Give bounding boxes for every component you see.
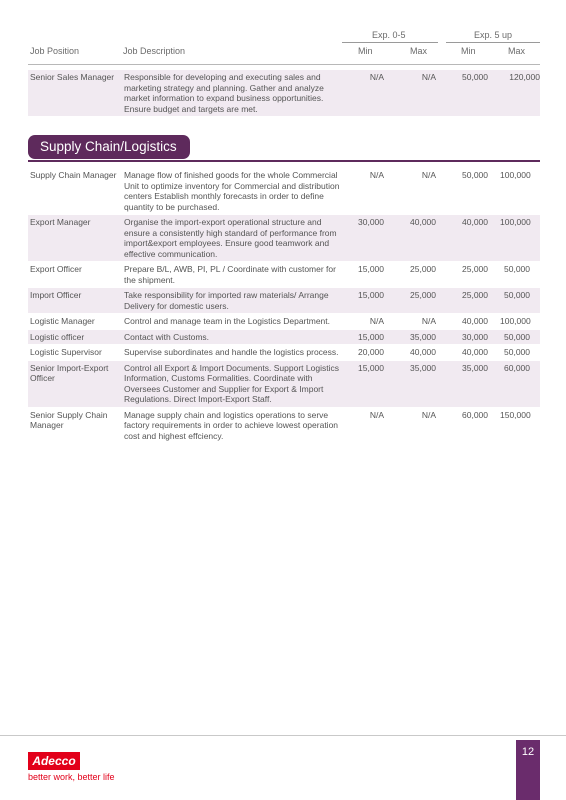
exp2-min-cell: 40,000 xyxy=(446,314,498,330)
exp2-max-cell: 100,000 xyxy=(498,314,540,330)
exp-group-1-header: Exp. 0-5 xyxy=(372,30,406,40)
job-position-cell: Senior Supply Chain Manager xyxy=(28,407,122,444)
exp1-min-cell: 15,000 xyxy=(344,360,394,407)
exp2-max-cell: 100,000 xyxy=(498,215,540,262)
table-row xyxy=(28,288,540,314)
page-number: 12 xyxy=(516,740,540,800)
exp2-min-cell: 30,000 xyxy=(446,329,498,345)
exp1-max-cell: N/A xyxy=(394,70,446,117)
job-description-cell: Control all Export & Import Documents. Support Logistics Information, Customs Formalities. Coordinate with Oversees Customer and Supplier for Export & Import Regulations. Direct Import-Export Staff. xyxy=(122,360,344,407)
exp1-min-cell: 30,000 xyxy=(344,215,394,262)
footer-divider xyxy=(0,735,566,736)
tagline: better work, better life xyxy=(28,772,115,782)
exp1-max-cell: 40,000 xyxy=(394,345,446,361)
exp1-max-cell: N/A xyxy=(394,407,446,444)
table-row xyxy=(28,168,540,215)
exp-group-1-rule xyxy=(342,42,438,43)
job-position-cell: Export Officer xyxy=(28,262,122,288)
exp2-max-cell: 60,000 xyxy=(498,360,540,407)
table-row xyxy=(28,215,540,262)
job-position-cell: Import Officer xyxy=(28,288,122,314)
exp2-min-cell: 50,000 xyxy=(446,168,498,215)
exp1-min-cell: N/A xyxy=(344,407,394,444)
exp1-max-cell: 25,000 xyxy=(394,288,446,314)
exp2-min-cell: 60,000 xyxy=(446,407,498,444)
job-description-cell: Contact with Customs. xyxy=(122,329,344,345)
header-divider xyxy=(28,64,540,65)
section-rule xyxy=(28,160,540,162)
job-description-cell: Organise the import-export operational structure and ensure a consistently high standard of performance from import&export employees. Ensure good teamwork and effective communication. xyxy=(122,215,344,262)
table-row xyxy=(28,345,540,361)
exp2-min-cell: 25,000 xyxy=(446,288,498,314)
exp1-min-cell: N/A xyxy=(344,168,394,215)
exp2-max-cell: 150,000 xyxy=(498,407,540,444)
exp2-max-cell: 100,000 xyxy=(498,168,540,215)
exp1-max-cell: 35,000 xyxy=(394,360,446,407)
exp1-min-cell: 15,000 xyxy=(344,329,394,345)
job-position-cell: Logistic Manager xyxy=(28,314,122,330)
supply-chain-table xyxy=(28,168,540,444)
job-position-cell: Logistic officer xyxy=(28,329,122,345)
min-header-2: Min xyxy=(461,46,476,56)
job-position-cell: Supply Chain Manager xyxy=(28,168,122,215)
exp1-max-cell: N/A xyxy=(394,168,446,215)
exp2-min-cell: 40,000 xyxy=(446,345,498,361)
exp1-min-cell: N/A xyxy=(344,314,394,330)
job-description-header: Job Description xyxy=(123,46,186,56)
table-row xyxy=(28,70,540,117)
exp-group-2-header: Exp. 5 up xyxy=(474,30,513,40)
exp1-min-cell: 15,000 xyxy=(344,288,394,314)
exp2-max-cell: 50,000 xyxy=(498,262,540,288)
job-position-header: Job Position xyxy=(30,46,80,56)
exp2-min-cell: 40,000 xyxy=(446,215,498,262)
max-header-2: Max xyxy=(508,46,526,56)
job-position-cell: Senior Import-Export Officer xyxy=(28,360,122,407)
exp1-max-cell: 40,000 xyxy=(394,215,446,262)
exp1-max-cell: 25,000 xyxy=(394,262,446,288)
table-row xyxy=(28,329,540,345)
exp2-max-cell: 50,000 xyxy=(498,345,540,361)
job-description-cell: Control and manage team in the Logistics Department. xyxy=(122,314,344,330)
max-header-1: Max xyxy=(410,46,428,56)
job-description-cell: Manage flow of finished goods for the whole Commercial Unit to optimize inventory for Commercial and distribution centers Establish monthly forecasts in order to define quantity to be purchased. xyxy=(122,168,344,215)
job-description-cell: Prepare B/L, AWB, PI, PL / Coordinate with customer for the shipment. xyxy=(122,262,344,288)
job-position-cell: Senior Sales Manager xyxy=(28,70,122,117)
min-header-1: Min xyxy=(358,46,373,56)
table-row xyxy=(28,262,540,288)
table-row xyxy=(28,360,540,407)
exp2-max-cell: 50,000 xyxy=(498,288,540,314)
exp2-min-cell: 50,000 xyxy=(446,70,498,117)
job-position-cell: Logistic Supervisor xyxy=(28,345,122,361)
table-row xyxy=(28,314,540,330)
job-description-cell: Responsible for developing and executing sales and marketing strategy and planning. Gather and analyze market information to expand business opportunities. Ensure budget and targets are met. xyxy=(122,70,344,117)
job-description-cell: Supervise subordinates and handle the logistics process. xyxy=(122,345,344,361)
exp2-max-cell: 120,000 xyxy=(498,70,540,117)
exp1-min-cell: N/A xyxy=(344,70,394,117)
job-description-cell: Manage supply chain and logistics operations to serve factory requirements in order to achieve lowest operation cost and highest effciency. xyxy=(122,407,344,444)
exp2-min-cell: 35,000 xyxy=(446,360,498,407)
exp1-min-cell: 15,000 xyxy=(344,262,394,288)
exp1-min-cell: 20,000 xyxy=(344,345,394,361)
job-position-cell: Export Manager xyxy=(28,215,122,262)
adecco-logo: Adecco xyxy=(28,752,80,770)
table-row xyxy=(28,407,540,444)
exp1-max-cell: 35,000 xyxy=(394,329,446,345)
exp-group-2-rule xyxy=(446,42,540,43)
job-description-cell: Take responsibility for imported raw materials/ Arrange Delivery for domestic users. xyxy=(122,288,344,314)
section-title: Supply Chain/Logistics xyxy=(28,135,190,159)
exp2-max-cell: 50,000 xyxy=(498,329,540,345)
top-job-table xyxy=(28,70,540,117)
exp2-min-cell: 25,000 xyxy=(446,262,498,288)
exp1-max-cell: N/A xyxy=(394,314,446,330)
